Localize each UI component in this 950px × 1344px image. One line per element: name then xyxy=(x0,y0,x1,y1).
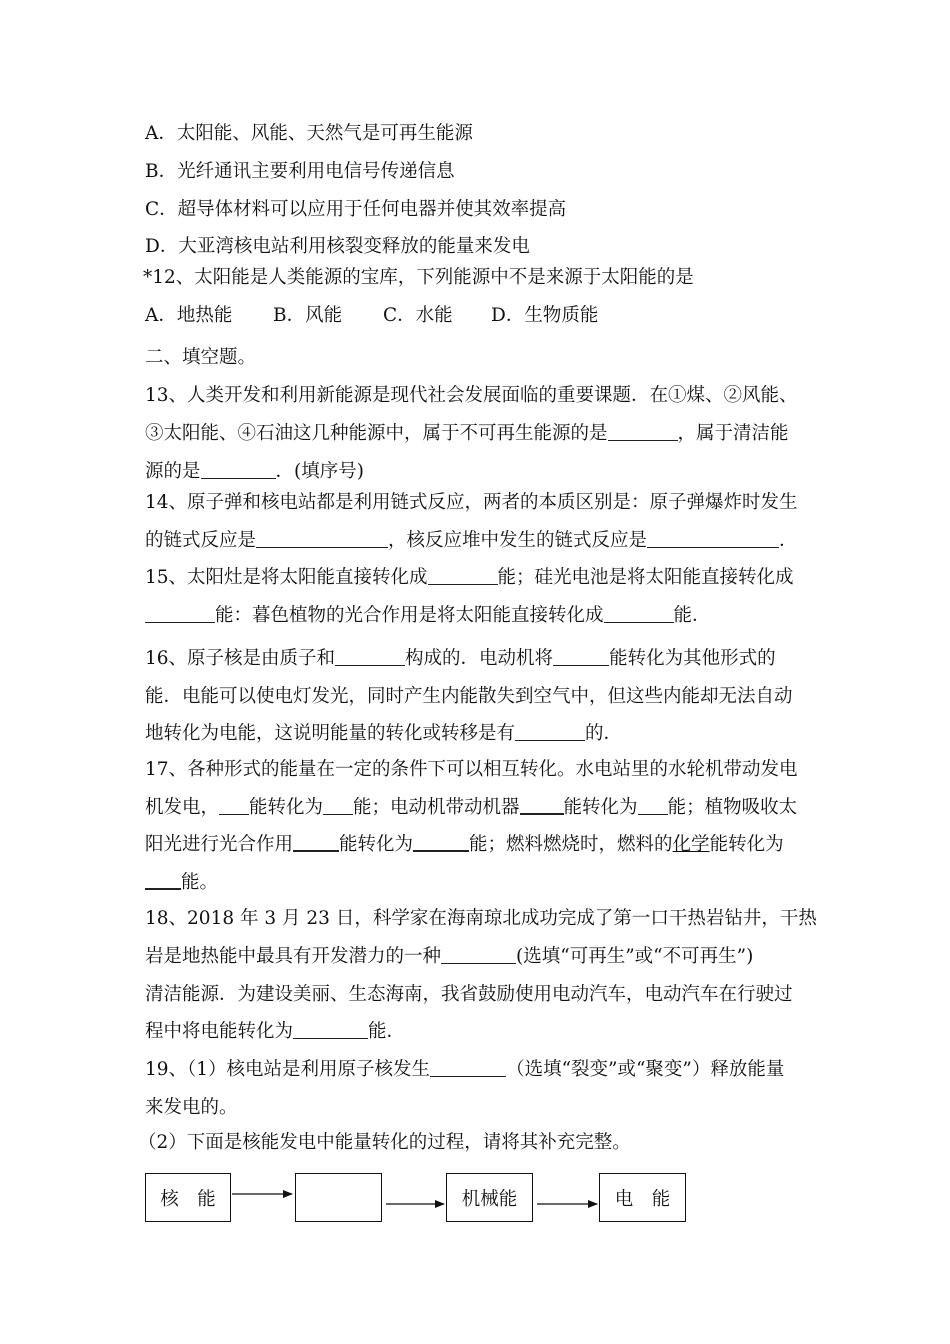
q14-text: ． xyxy=(779,530,798,551)
q18-text: (选填“可再生”或“不可再生”) xyxy=(516,946,754,967)
q16-text: 构成的．电动机将 xyxy=(405,648,554,669)
q11-option-c: C．超导体材料可以应用于任何电器并使其效率提高 xyxy=(145,199,567,220)
q13-line1: 13、人类开发和利用新能源是现代社会发展面临的重要课题．在①煤、②风能、 xyxy=(145,385,798,406)
q17-text: 能；燃料燃烧时，燃料的 xyxy=(469,834,673,855)
q12-option-d: D．生物质能 xyxy=(491,305,599,326)
q12-stem: *12、太阳能是人类能源的宝库，下列能源中不是来源于太阳能的是 xyxy=(143,267,694,288)
q18-line3: 清洁能源．为建设美丽、生态海南，我省鼓励使用电动汽车，电动汽车在行驶过 xyxy=(145,984,793,1005)
q13-text: ．(填序号) xyxy=(275,461,364,482)
q16-text: 能转化为其他形式的 xyxy=(609,648,776,669)
q16-text: 16、原子核是由质子和 xyxy=(145,648,336,669)
q15-text: 能． xyxy=(673,605,711,626)
q14-text: ，核反应堆中发生的链式反应是 xyxy=(388,530,648,551)
flow-box-nuclear-energy: 核 能 xyxy=(145,1173,231,1222)
q17-line1: 17、各种形式的能量在一定的条件下可以相互转化。水电站里的水轮机带动发电 xyxy=(145,759,798,780)
q13-text: 源的是 xyxy=(145,461,201,482)
q19-line3: （2）下面是核能发电中能量转化的过程，请将其补充完整。 xyxy=(138,1132,631,1153)
q13-text: ③太阳能、④石油这几种能源中，属于不可再生能源的是 xyxy=(145,423,608,444)
q16-line2: 能．电能可以使电灯发光，同时产生内能散失到空气中，但这些内能却无法自动 xyxy=(145,686,793,707)
q15-text: 15、太阳灶是将太阳能直接转化成 xyxy=(145,567,428,588)
q17-text: 能；植物吸收太 xyxy=(667,797,798,818)
q12-option-c: C．水能 xyxy=(383,305,453,326)
q18-text: 能． xyxy=(368,1021,406,1042)
q12-option-b: B．风能 xyxy=(273,305,343,326)
flow-box-electric-energy: 电 能 xyxy=(599,1173,686,1222)
q19-line2: 来发电的。 xyxy=(145,1097,238,1118)
q11-option-d: D．大亚湾核电站利用核裂变释放的能量来发电 xyxy=(145,236,530,257)
section-heading: 二、填空题。 xyxy=(145,347,257,368)
q18-text: 程中将电能转化为 xyxy=(145,1021,294,1042)
q17-text: 能转化为 xyxy=(339,834,414,855)
q14-line1: 14、原子弹和核电站都是利用链式反应，两者的本质区别是：原子弹爆炸时发生 xyxy=(145,492,798,513)
q17-text: 能。 xyxy=(181,872,219,893)
q11-option-b: B．光纤通讯主要利用电信号传递信息 xyxy=(145,161,455,182)
q13-text: ，属于清洁能 xyxy=(677,423,789,444)
q14-text: 的链式反应是 xyxy=(145,530,257,551)
flow-box-mechanical-energy: 机械能 xyxy=(446,1173,533,1222)
q11-option-a: A．太阳能、风能、天然气是可再生能源 xyxy=(145,123,473,144)
q15-text: 能；硅光电池是将太阳能直接转化成 xyxy=(497,567,794,588)
q17-text: 能；电动机带动机器 xyxy=(353,797,520,818)
q19-text: （选填“裂变”或“聚变”）释放能量 xyxy=(506,1059,785,1080)
q16-text: 地转化为电能，这说明能量的转化或转移是有 xyxy=(145,723,516,744)
q18-line1: 18、2018 年 3 月 23 日，科学家在海南琼北成功完成了第一口干热岩钻井，干热 xyxy=(145,908,817,929)
q17-text: 能转化为 xyxy=(563,797,638,818)
q15-text: 能：暮色植物的光合作用是将太阳能直接转化成 xyxy=(215,605,604,626)
q17-text: 机发电， xyxy=(145,797,220,818)
q12-option-a: A．地热能 xyxy=(145,305,233,326)
q19-text: 19、（1）核电站是利用原子核发生 xyxy=(145,1059,431,1080)
q17-text: 阳光进行光合作用 xyxy=(145,834,294,855)
q17-text: 能转化为 xyxy=(249,797,324,818)
q16-text: 的． xyxy=(585,723,623,744)
underlined-term: 化学 xyxy=(672,834,710,855)
q17-text: 能转化为 xyxy=(709,834,784,855)
q18-text: 岩是地热能中最具有开发潜力的一种 xyxy=(145,946,442,967)
